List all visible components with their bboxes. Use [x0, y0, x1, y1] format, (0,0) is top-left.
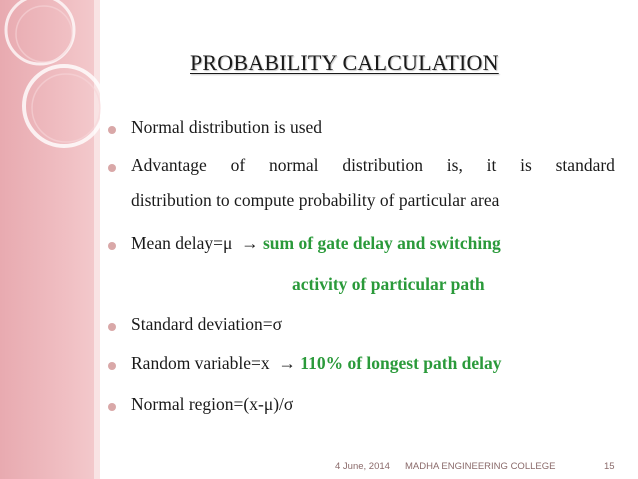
random-variable-label: Random variable=x: [131, 353, 279, 373]
bullet-dot: [108, 323, 116, 331]
arrow-icon: →: [278, 353, 296, 373]
word: of: [230, 155, 246, 175]
footer-date: 4 June, 2014: [335, 461, 390, 472]
page-number: 15: [604, 461, 615, 472]
footer-org: MADHA ENGINEERING COLLEGE: [405, 461, 556, 472]
mean-delay-highlight-2: activity of particular path: [292, 274, 485, 294]
bullet-text-1: Normal distribution is used: [131, 117, 323, 137]
word: it: [486, 155, 497, 175]
word: is,: [446, 155, 463, 175]
word: is: [520, 155, 532, 175]
word: normal: [268, 155, 319, 175]
word: distribution: [342, 155, 424, 175]
mean-delay-highlight: sum of gate delay and switching: [263, 233, 501, 253]
bullet-dot: [108, 126, 116, 134]
bullet-dot: [108, 242, 116, 250]
bullet-dot: [108, 403, 116, 411]
bullet-text-2: [131, 155, 615, 211]
bullet-2-line-1: [131, 155, 615, 176]
bullet-text-6: Normal region=(x-μ)/σ: [131, 394, 294, 414]
bullet-text-4: Standard deviation=σ: [131, 314, 283, 334]
bullet-dot: [108, 362, 116, 370]
bullet-text-5: [131, 353, 502, 374]
bullet-2-line-2: distribution to compute probability of particular area: [131, 190, 500, 210]
arrow-icon: →: [241, 233, 259, 253]
word: standard: [555, 155, 615, 175]
bullet-dot: [108, 164, 116, 172]
mean-delay-label: Mean delay=μ: [131, 233, 242, 253]
decorative-rings-icon: [0, 0, 120, 150]
word: Advantage: [131, 155, 207, 175]
bullet-text-3: [131, 233, 501, 254]
slide-title: PROBABILITY CALCULATION: [190, 50, 499, 75]
random-variable-highlight: 110% of longest path delay: [300, 353, 502, 373]
